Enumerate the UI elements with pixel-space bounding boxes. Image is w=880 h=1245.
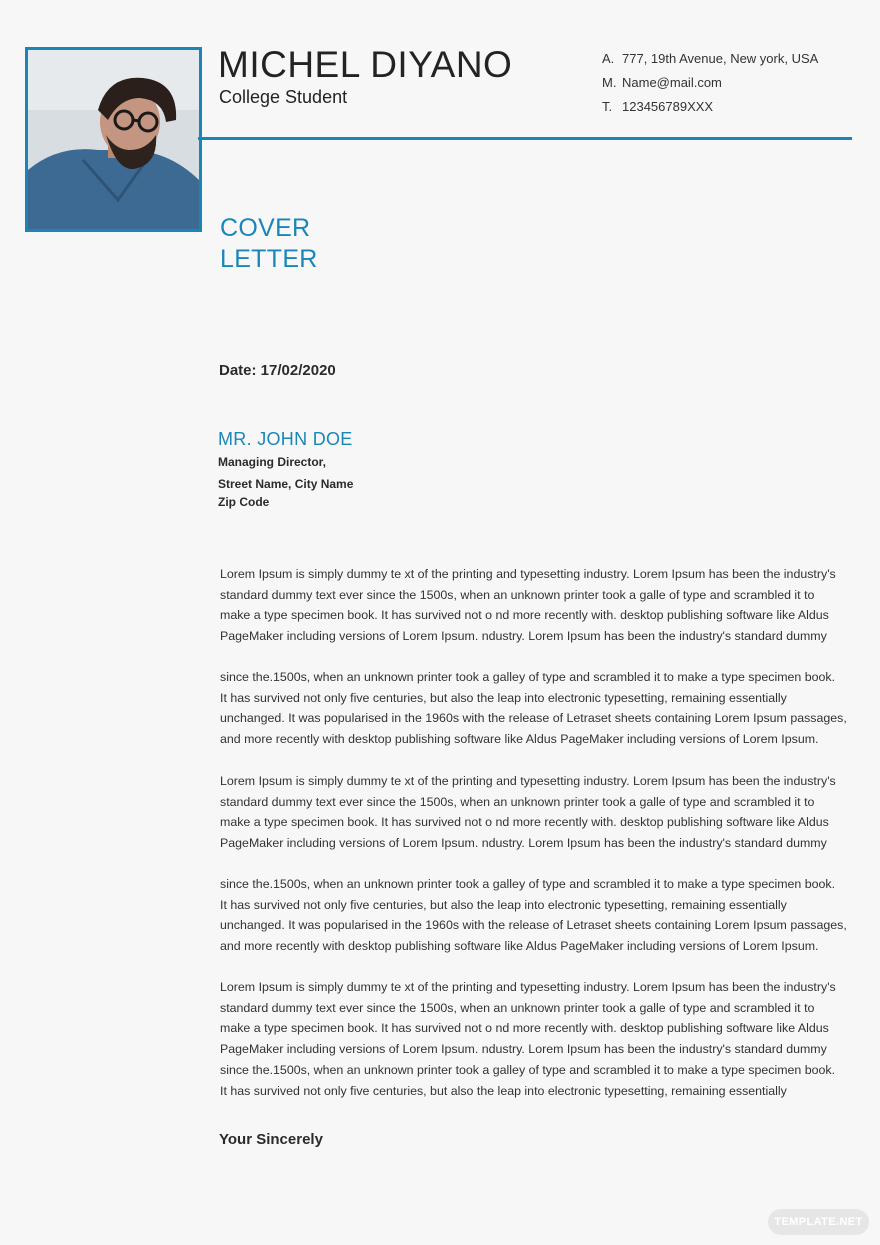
body-line: It has survived not only five centuries, but also the leap into electronic typesetting, remaining essentially (220, 897, 787, 912)
body-line: PageMaker including versions of Lorem Ipsum. ndustry. Lorem Ipsum has been the industry's standard dummy (220, 629, 827, 644)
body-line: PageMaker including versions of Lorem Ipsum. ndustry. Lorem Ipsum has been the industry's standard dummy (220, 1042, 827, 1057)
contact-phone-value: 123456789XXX (622, 99, 714, 114)
profile-photo (25, 47, 202, 232)
person-photo-icon (28, 50, 199, 229)
body-line: make a type specimen book. It has survived not o nd more recently with. desktop publishing software like Aldus (220, 1021, 829, 1036)
contact-email-key: M. (602, 75, 617, 90)
body-line: make a type specimen book. It has survived not o nd more recently with. desktop publishing software like Aldus (220, 815, 829, 830)
body-line: PageMaker including versions of Lorem Ipsum. ndustry. Lorem Ipsum has been the industry's standard dummy (220, 836, 827, 851)
letter-date: Date: 17/02/2020 (219, 362, 336, 379)
body-paragraph (220, 977, 850, 1101)
body-line: It has survived not only five centuries, but also the leap into electronic typesetting, remaining essentially (220, 1083, 787, 1098)
body-line: Lorem Ipsum is simply dummy te xt of the printing and typesetting industry. Lorem Ipsum has been the industry's (220, 774, 836, 788)
contact-block (602, 47, 818, 119)
body-line: make a type specimen book. It has survived not o nd more recently with. desktop publishing software like Aldus (220, 608, 829, 623)
body-line: Lorem Ipsum is simply dummy te xt of the printing and typesetting industry. Lorem Ipsum has been the industry's (220, 567, 836, 581)
contact-phone-key: T. (602, 99, 613, 114)
contact-phone (602, 95, 818, 119)
body-line: since the.1500s, when an unknown printer took a galley of type and scrambled it to make a type specimen book. (220, 877, 836, 891)
body-paragraph (220, 667, 850, 750)
body-paragraph (220, 771, 850, 854)
body-line: unchanged. It was popularised in the 1960s with the release of Letraset sheets containing Lorem Ipsum passages, (220, 918, 847, 933)
applicant-name: MICHEL DIYANO (218, 44, 513, 85)
document-title (220, 213, 318, 275)
recipient-zip: Zip Code (218, 495, 270, 509)
body-line: since the.1500s, when an unknown printer took a galley of type and scrambled it to make a type specimen book. (220, 670, 836, 684)
body-line: It has survived not only five centuries, but also the leap into electronic typesetting, remaining essentially (220, 690, 787, 705)
body-line: since the.1500s, when an unknown printer took a galley of type and scrambled it to make a type specimen book. (220, 1062, 836, 1077)
recipient-title: Managing Director, (218, 455, 327, 469)
body-line: standard dummy text ever since the 1500s, when an unknown printer took a galle of type and scrambled it to (220, 794, 815, 809)
body-line: standard dummy text ever since the 1500s, when an unknown printer took a galle of type and scrambled it to (220, 1000, 815, 1015)
recipient-street: Street Name, City Name (218, 477, 354, 491)
document-title-line: LETTER (220, 245, 318, 273)
contact-address-value: 777, 19th Avenue, New york, USA (622, 51, 819, 66)
contact-email-value: Name@mail.com (622, 75, 722, 90)
body-paragraph (220, 564, 850, 647)
watermark-badge: TEMPLATE.NET (768, 1209, 869, 1235)
body-line: Lorem Ipsum is simply dummy te xt of the printing and typesetting industry. Lorem Ipsum has been the industry's (220, 980, 836, 994)
body-line: and more recently with desktop publishing software like Aldus PageMaker including versions of Lorem Ipsum. (220, 732, 819, 747)
body-paragraph (220, 874, 850, 957)
recipient-name: MR. JOHN DOE (218, 429, 353, 449)
document-title-line: COVER (220, 214, 311, 242)
closing-salutation: Your Sincerely (219, 1131, 323, 1148)
contact-email (602, 71, 818, 95)
body-line: and more recently with desktop publishing software like Aldus PageMaker including versions of Lorem Ipsum. (220, 939, 819, 954)
header-divider (198, 137, 852, 140)
body-line: unchanged. It was popularised in the 1960s with the release of Letraset sheets containing Lorem Ipsum passages, (220, 711, 847, 726)
applicant-subtitle: College Student (219, 87, 348, 107)
body-line: standard dummy text ever since the 1500s, when an unknown printer took a galle of type and scrambled it to (220, 587, 815, 602)
contact-address (602, 47, 818, 71)
contact-address-key: A. (602, 51, 615, 66)
